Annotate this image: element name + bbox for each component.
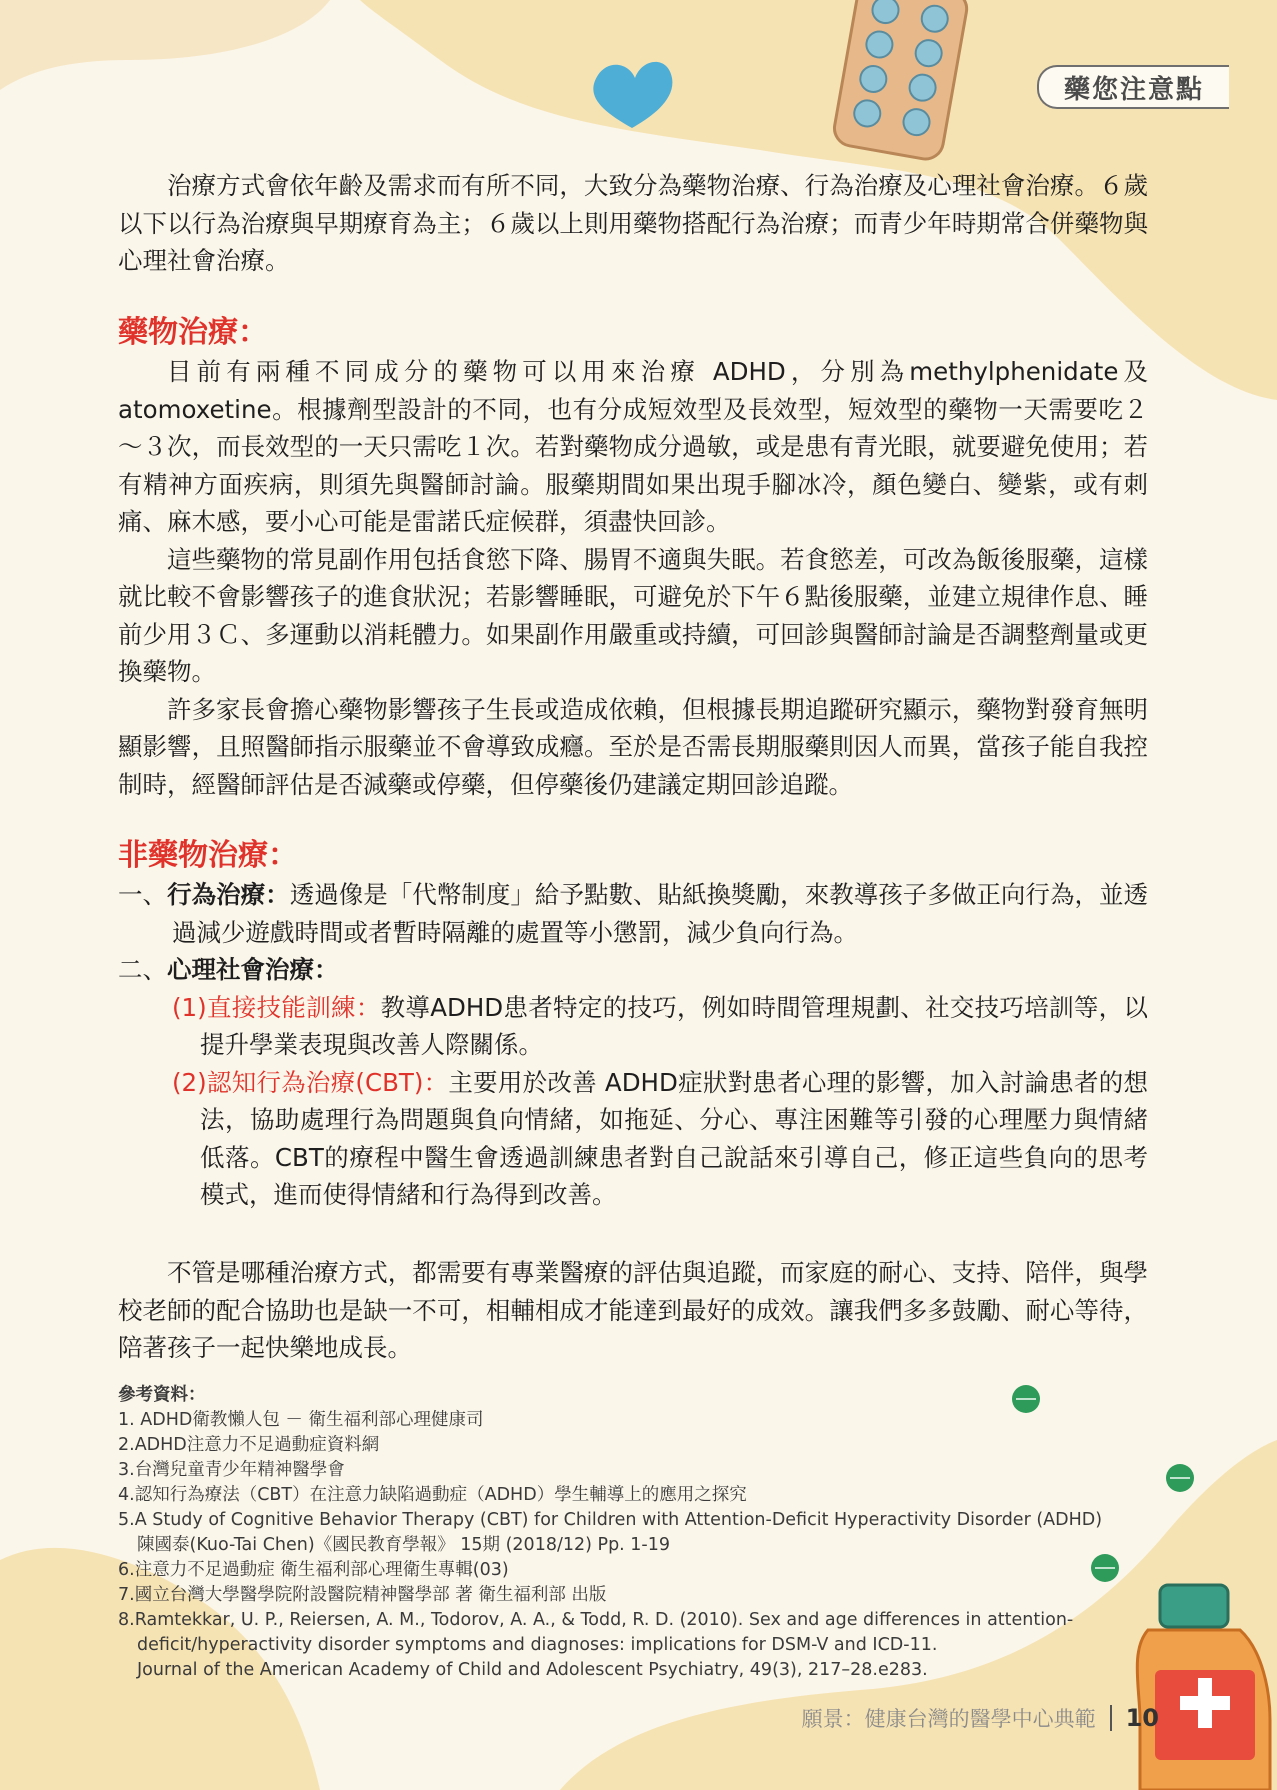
vision-statement: 願景：健康台灣的醫學中心典範 xyxy=(801,1707,1096,1731)
sub-list-item xyxy=(118,1064,1148,1214)
sub-list-item xyxy=(118,989,1148,1064)
reference-item: 3.台灣兒童青少年精神醫學會 xyxy=(118,1460,345,1480)
intro-block xyxy=(118,167,1148,280)
behavior-therapy-label: 行為治療： xyxy=(167,880,290,909)
reference-item: 5.A Study of Cognitive Behavior Therapy (CBT) for Children with Attention-Deficit Hyperactivity Disorder (ADHD) xyxy=(118,1510,1103,1530)
section-tag: 藥您注意點 xyxy=(1037,65,1229,109)
list-number: 一、 xyxy=(118,880,168,909)
page-number: 10 xyxy=(1125,1704,1159,1732)
reference-item: 6.注意力不足過動症 衛生福利部心理衛生專輯(03) xyxy=(118,1560,509,1580)
skills-training-label: (1)直接技能訓練： xyxy=(172,992,381,1022)
footer-divider xyxy=(1110,1705,1112,1731)
reference-item: 1. ADHD衛教懶人包 － 衛生福利部心理健康司 xyxy=(118,1410,484,1430)
cbt-text: 主要用於改善 ADHD症狀對患者心理的影響，加入討論患者的想法，協助處理行為問題與負向情緒，如拖延、分心、專注困難等引發的心理壓力與情緒低落。CBT的療程中醫生會透過訓練患者對自己說話來引導自己，修正這些負向的思考模式，進而使得情緒和行為得到改善。 xyxy=(200,1067,1149,1209)
reference-item: 7.國立台灣大學醫學院附設醫院精神醫學部 著 衛生福利部 出版 xyxy=(118,1585,607,1605)
reference-item-continued: Journal of the American Academy of Child and Adolescent Psychiatry, 49(3), 217–28.e283. xyxy=(137,1660,928,1680)
reference-item: 2.ADHD注意力不足過動症資料網 xyxy=(118,1435,380,1455)
list-number: 二、 xyxy=(118,955,167,984)
reference-item-continued: deficit/hyperactivity disorder symptoms and diagnoses: implications for DSM-V and ICD-11. xyxy=(137,1635,938,1655)
reference-item: 4.認知行為療法（CBT）在注意力缺陷過動症（ADHD）學生輔導上的應用之探究 xyxy=(118,1485,747,1505)
closing-block xyxy=(118,1254,1148,1367)
list-item xyxy=(118,876,1148,951)
drug-section xyxy=(118,313,1148,803)
drug-paragraph-3: 許多家長會擔心藥物影響孩子生長或造成依賴，但根據長期追蹤研究顯示，藥物對發育無明顯影響，且照醫師指示服藥並不會導致成癮。至於是否需長期服藥則因人而異，當孩子能自我控制時，經醫師評估是否減藥或停藥，但停藥後仍建議定期回診追蹤。 xyxy=(118,694,1148,799)
drug-section-title: 藥物治療： xyxy=(118,315,268,350)
nondrug-section-title: 非藥物治療： xyxy=(118,838,298,873)
psychosocial-therapy-label: 心理社會治療： xyxy=(167,955,339,984)
drug-paragraph-2: 這些藥物的常見副作用包括食慾下降、腸胃不適與失眠。若食慾差，可改為飯後服藥，這樣就比較不會影響孩子的進食狀況；若影響睡眠，可避免於下午６點後服藥，並建立規律作息、睡前少用３Ｃ、多運動以消耗體力。如果副作用嚴重或持續，可回診與醫師討論是否調整劑量或更換藥物。 xyxy=(118,544,1148,686)
cbt-label: (2)認知行為治療(CBT)： xyxy=(172,1067,449,1097)
references-heading: 參考資料： xyxy=(118,1385,206,1405)
page-footer xyxy=(802,1703,1159,1733)
intro-paragraph: 治療方式會依年齡及需求而有所不同，大致分為藥物治療、行為治療及心理社會治療。６歲以下以行為治療與早期療育為主；６歲以上則用藥物搭配行為治療；而青少年時期常合併藥物與心理社會治療。 xyxy=(118,171,1148,275)
list-item xyxy=(118,951,1148,989)
closing-paragraph: 不管是哪種治療方式，都需要有專業醫療的評估與追蹤，而家庭的耐心、支持、陪伴，與學校老師的配合協助也是缺一不可，相輔相成才能達到最好的成效。讓我們多多鼓勵、耐心等待，陪著孩子一起快樂地成長。 xyxy=(118,1258,1148,1362)
references xyxy=(118,1383,1198,1683)
drug-paragraph-1: 目前有兩種不同成分的藥物可以用來治療 ADHD，分別為methylphenidate及atomoxetine。根據劑型設計的不同，也有分成短效型及長效型，短效型的藥物一天需要吃２～３次，而長效型的一天只需吃１次。若對藥物成分過敏，或是患有青光眼，就要避免使用；若有精神方面疾病，則須先與醫師討論。服藥期間如果出現手腳冰冷，顏色變白、變紫，或有刺痛、麻木感，要小心可能是雷諾氏症候群，須盡快回診。 xyxy=(118,357,1148,536)
skills-training-text: 教導ADHD患者特定的技巧，例如時間管理規劃、社交技巧培訓等，以提升學業表現與改善人際關係。 xyxy=(200,992,1148,1059)
reference-item: 8.Ramtekkar, U. P., Reiersen, A. M., Todorov, A. A., & Todd, R. D. (2010). Sex and age differences in attention- xyxy=(118,1610,1074,1630)
reference-item-continued: 陳國泰(Kuo-Tai Chen)《國民教育學報》 15期 (2018/12) Pp. 1-19 xyxy=(137,1535,671,1555)
behavior-therapy-text: 透過像是「代幣制度」給予點數、貼紙換獎勵，來教導孩子多做正向行為，並透過減少遊戲時間或者暫時隔離的處置等小懲罰，減少負向行為。 xyxy=(172,880,1149,947)
nondrug-section xyxy=(118,836,1148,1214)
